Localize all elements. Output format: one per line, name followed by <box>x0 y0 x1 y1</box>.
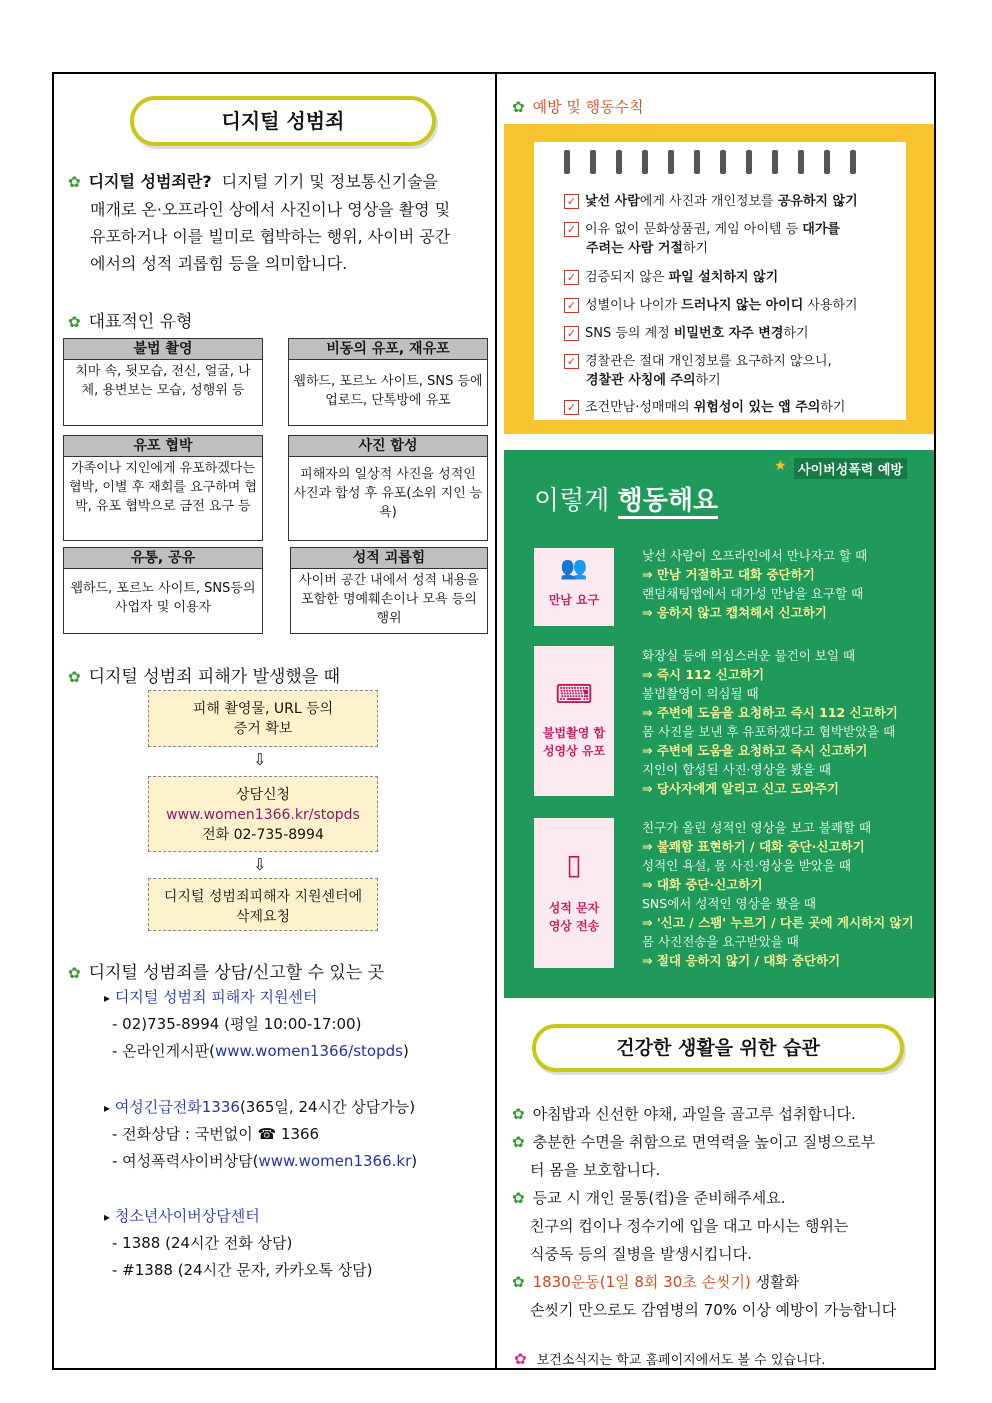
contact-heading-text: 디지털 성범죄를 상담/신고할 수 있는 곳 <box>88 963 385 983</box>
contact-1-line1: - 02)735-8994 (평일 10:00-17:00) <box>112 1015 362 1033</box>
ring-icon <box>564 150 570 174</box>
rule-2-line2-post: 하기 <box>682 241 709 256</box>
type-box-2 <box>288 338 488 426</box>
checkbox-icon: ✓ <box>564 270 579 285</box>
types-heading <box>68 307 193 332</box>
type-title: 유포 협박 <box>64 436 262 457</box>
checkbox-icon: ✓ <box>564 222 579 237</box>
action-panel <box>504 450 934 998</box>
habit-3-line1: 등교 시 개인 물통(컵)을 준비해주세요. <box>532 1189 786 1207</box>
card-meet-text <box>642 546 867 622</box>
rule-4-mid: 사용하기 <box>803 298 858 313</box>
card-meet-label: 만남 요구 <box>548 593 600 607</box>
contact-2-line2-suffix: ) <box>411 1152 418 1170</box>
card-line: ⇒ 주변에 도움을 요청하고 즉시 112 신고하기 <box>642 705 898 720</box>
card-line: ⇒ 주변에 도움을 요청하고 즉시 신고하기 <box>642 743 868 758</box>
ring-icon <box>642 150 648 174</box>
checkbox-icon: ✓ <box>564 400 579 415</box>
type-title: 유통, 공유 <box>64 548 262 569</box>
rule-5-bold: 비밀번호 자주 변경 <box>673 326 784 341</box>
rule-4-pre: 성별이나 나이가 <box>585 298 682 313</box>
contact-2-name: 여성긴급전화1336 <box>114 1098 240 1116</box>
ring-icon <box>720 150 726 174</box>
ring-icon <box>772 150 778 174</box>
keyboard-hand-icon: ⌨ <box>555 680 593 710</box>
habit-4-line2: 손씻기 만으로도 감염병의 70% 이상 예방이 가능합니다 <box>530 1301 897 1319</box>
footer-note-text: 보건소식지는 학교 홈페이지에서도 볼 수 있습니다. <box>536 1353 826 1368</box>
card-line: 친구가 올린 성적인 영상을 보고 불쾌할 때 <box>642 820 872 835</box>
habit-title-text: 건강한 생활을 위한 습관 <box>616 1037 820 1059</box>
flower-bullet-icon: ✿ <box>512 1133 525 1151</box>
contact-2-line1: - 전화상담 : 국번없이 ☎ 1366 <box>112 1125 320 1143</box>
contact-1-name: 디지털 성범죄 피해자 지원센터 <box>114 988 318 1006</box>
victim-heading-text: 디지털 성범죄 피해가 발생했을 때 <box>88 667 341 687</box>
flow-step2-url[interactable]: www.women1366.kr/stopds <box>166 807 360 823</box>
rule-2-bold: 대가를 <box>802 222 840 237</box>
contact-1-line2-suffix: ) <box>402 1042 409 1060</box>
rules-notebook <box>504 124 934 434</box>
flow-step3-line2: 삭제요청 <box>235 909 291 925</box>
habit-1: 아침밥과 신선한 야채, 과일을 골고루 섭취합니다. <box>532 1105 856 1123</box>
type-title: 성적 괴롭힘 <box>291 548 487 569</box>
flower-icon: ✿ <box>514 1350 527 1368</box>
habit-4-highlight: 1830운동(1일 8회 30초 손씻기) <box>532 1273 751 1291</box>
habit-title <box>532 1024 904 1072</box>
card-line: ⇒ 즉시 112 신고하기 <box>642 667 765 682</box>
card-line: 몸 사진을 보낸 후 유포하겠다고 협박받았을 때 <box>642 724 896 739</box>
type-body: 가족이나 지인에게 유포하겠다는 협박, 이별 후 재회를 요구하며 협박, 유포 협박으로 금전 요구 등 <box>68 461 258 514</box>
type-title: 비동의 유포, 재유포 <box>289 339 487 360</box>
notebook-paper <box>534 142 906 420</box>
down-arrow-icon: ⇩ <box>253 855 267 874</box>
card-line: ⇒ 불쾌함 표현하기 / 대화 중단·신고하기 <box>642 839 865 854</box>
definition-line-4: 에서의 성적 괴롭힘 등을 의미합니다. <box>90 254 348 273</box>
card-sexting-label: 성적 문자 영상 전송 <box>548 901 600 933</box>
checkbox-icon: ✓ <box>564 194 579 209</box>
phone-people-icon: 👥 <box>560 556 588 581</box>
rule-5-pre: SNS 등의 계정 <box>585 326 674 341</box>
flower-bullet-icon: ✿ <box>68 313 81 331</box>
flower-bullet-icon: ✿ <box>512 1273 525 1291</box>
ring-icon <box>824 150 830 174</box>
card-illegal-text <box>642 646 898 798</box>
checkbox-icon: ✓ <box>564 354 579 369</box>
rule-1 <box>564 190 914 209</box>
contact-heading <box>68 958 384 983</box>
contact-1-title <box>104 986 318 1007</box>
rule-1-bold: 낯선 사람 <box>585 194 640 209</box>
flow-step-evidence <box>148 690 378 747</box>
type-body: 치마 속, 뒷모습, 전신, 얼굴, 나체, 용변보는 모습, 성행위 등 <box>75 364 251 398</box>
title-text: 디지털 성범죄 <box>221 109 345 133</box>
action-title-light: 이렇게 <box>534 486 610 516</box>
flow-step-counsel <box>148 776 378 852</box>
card-line: 성적인 욕설, 몸 사진·영상을 받았을 때 <box>642 858 851 873</box>
rule-6-line2-post: 하기 <box>695 373 721 388</box>
triangle-bullet-icon: ▸ <box>104 1210 111 1224</box>
card-illegal-icon-box <box>534 646 614 796</box>
rule-2 <box>564 218 914 256</box>
card-line: ⇒ 응하지 않고 캡쳐해서 신고하기 <box>642 605 827 620</box>
type-box-6 <box>290 547 488 634</box>
prevention-heading-text: 예방 및 행동수칙 <box>532 98 644 116</box>
contact-3-line2: - #1388 (24시간 문자, 카카오톡 상담) <box>112 1261 373 1279</box>
card-line: ⇒ 당사자에게 알리고 신고 도와주기 <box>642 781 839 796</box>
rule-4-bold: 드러나지 않는 아이디 <box>681 298 804 313</box>
type-title: 사진 합성 <box>289 436 487 457</box>
flower-bullet-icon: ✿ <box>512 1189 525 1207</box>
contact-1-url[interactable]: www.women1366/stopds <box>214 1042 403 1060</box>
card-sexting-text <box>642 818 914 970</box>
ring-icon <box>798 150 804 174</box>
flow-step1-line2: 증거 확보 <box>233 721 293 737</box>
card-line: 낯선 사람이 오프라인에서 만나자고 할 때 <box>642 548 868 563</box>
prevention-heading <box>512 96 644 117</box>
ring-icon <box>850 150 856 174</box>
triangle-bullet-icon: ▸ <box>104 1101 111 1115</box>
flower-bullet-icon: ✿ <box>68 173 81 191</box>
ring-icon <box>590 150 596 174</box>
card-line: 랜덤채팅앱에서 대가성 만남을 요구할 때 <box>642 586 864 601</box>
contact-2-title <box>104 1096 415 1117</box>
flow-step1-line1: 피해 촬영물, URL 등의 <box>192 701 334 717</box>
police-badge-icon: ★ <box>774 458 787 474</box>
type-box-3 <box>63 435 263 541</box>
flower-bullet-icon: ✿ <box>512 1105 525 1123</box>
rule-4 <box>564 294 914 313</box>
rule-6 <box>564 350 914 388</box>
flower-bullet-icon: ✿ <box>68 668 81 686</box>
type-body: 피해자의 일상적 사진을 성적인 사진과 합성 후 유포(소위 지인 능욕) <box>293 467 483 520</box>
type-body: 사이버 공간 내에서 성적 내용을 포함한 명예훼손이나 모욕 등의 행위 <box>299 573 479 626</box>
digital-crime-title <box>130 96 436 146</box>
habit-2-line2: 터 몸을 보호합니다. <box>530 1161 661 1179</box>
ring-icon <box>694 150 700 174</box>
definition-lead: 디지털 성범죄란? <box>88 172 212 191</box>
brand-label: 사이버성폭력 예방 <box>794 458 907 479</box>
rule-7-mid: 하기 <box>820 400 846 415</box>
type-title: 불법 촬영 <box>64 339 262 360</box>
rule-1-mid: 에게 사진과 개인정보를 <box>639 194 778 209</box>
habit-3-line2: 친구의 컵이나 정수기에 입을 대고 마시는 행위는 <box>530 1217 849 1235</box>
card-line: ⇒ 대화 중단·신고하기 <box>642 877 763 892</box>
flow-step2-title: 상담신청 <box>235 787 291 803</box>
card-line: 몸 사진전송을 요구받았을 때 <box>642 934 799 949</box>
contact-3-name: 청소년사이버상담센터 <box>114 1207 260 1225</box>
contact-2-line2 <box>112 1150 417 1171</box>
type-box-4 <box>288 435 488 541</box>
type-box-1 <box>63 338 263 426</box>
checkbox-icon: ✓ <box>564 326 579 341</box>
card-line: 화장실 등에 의심스러운 물건이 보일 때 <box>642 648 856 663</box>
definition-line-3: 유포하거나 이를 빌미로 협박하는 행위, 사이버 공간 <box>90 227 451 246</box>
rule-2-pre: 이유 없이 문화상품권, 게임 아이템 등 <box>585 222 803 237</box>
contact-2-url[interactable]: www.women1366.kr <box>258 1152 412 1170</box>
flower-bullet-icon: ✿ <box>68 964 81 982</box>
definition-line-1: 디지털 기기 및 정보통신기술을 <box>221 172 438 191</box>
type-box-5 <box>63 547 263 634</box>
card-line: ⇒ '신고 / 스팸' 누르기 / 다른 곳에 게시하지 않기 <box>642 915 914 930</box>
down-arrow-icon: ⇩ <box>253 750 267 769</box>
card-line: 불법촬영이 의심될 때 <box>642 686 759 701</box>
column-divider <box>495 72 497 1370</box>
rule-5 <box>564 322 914 341</box>
rule-7 <box>564 396 914 415</box>
victim-heading <box>68 662 340 687</box>
definition-line-2: 매개로 온·오프라인 상에서 사진이나 영상을 촬영 및 <box>90 200 451 219</box>
habit-3-line3: 식중독 등의 질병을 발생시킵니다. <box>530 1245 752 1263</box>
ring-icon <box>668 150 674 174</box>
footer-note <box>514 1349 825 1368</box>
card-line: ⇒ 절대 응하지 않기 / 대화 중단하기 <box>642 953 841 968</box>
action-title <box>534 480 718 517</box>
rule-5-mid: 하기 <box>783 326 809 341</box>
ring-icon <box>746 150 752 174</box>
type-body: 웹하드, 포르노 사이트, SNS등의 사업자 및 이용자 <box>70 581 256 615</box>
triangle-bullet-icon: ▸ <box>104 991 111 1005</box>
rule-3-pre: 검증되지 않은 <box>585 270 669 285</box>
card-meet-icon-box <box>534 548 614 626</box>
contact-3-line1: - 1388 (24시간 전화 상담) <box>112 1234 293 1252</box>
tablet-touch-icon: ▯ <box>566 848 582 881</box>
rule-1-bold2: 공유하지 않기 <box>777 194 858 209</box>
card-line: SNS에서 성적인 영상을 봤을 때 <box>642 896 816 911</box>
contact-2-line2-prefix: - 여성폭력사이버상담( <box>112 1152 259 1170</box>
card-line: ⇒ 만남 거절하고 대화 중단하기 <box>642 567 815 582</box>
type-body: 웹하드, 포르노 사이트, SNS 등에 업로드, 단톡방에 유포 <box>293 374 483 408</box>
contact-1-line2-prefix: - 온라인게시판( <box>112 1042 215 1060</box>
habit-list <box>512 1100 922 1324</box>
card-illegal-label: 불법촬영 합성영상 유포 <box>542 726 606 758</box>
card-sexting-icon-box <box>534 818 614 968</box>
rule-2-line2-bold: 주려는 사람 거절 <box>586 241 683 256</box>
rule-7-bold: 위험성이 있는 앱 주의 <box>693 400 821 415</box>
habit-2-line1: 충분한 수면을 취함으로 면역력을 높이고 질병으로부 <box>532 1133 876 1151</box>
rule-3 <box>564 266 914 285</box>
habit-4-tail: 생활화 <box>750 1273 800 1291</box>
flow-step-delete <box>148 878 378 931</box>
rule-6-pre: 경찰관은 절대 개인정보를 요구하지 않으니, <box>585 354 832 369</box>
rule-6-line2-bold: 경찰관 사칭에 주의 <box>586 373 696 388</box>
contact-3-title <box>104 1205 260 1226</box>
checkbox-icon: ✓ <box>564 298 579 313</box>
action-title-bold: 행동해요 <box>618 486 718 519</box>
definition-block <box>68 168 488 277</box>
types-heading-text: 대표적인 유형 <box>88 312 193 332</box>
ring-icon <box>616 150 622 174</box>
card-line: 지인이 합성된 사진·영상을 봤을 때 <box>642 762 831 777</box>
rule-3-bold: 파일 설치하지 않기 <box>668 270 779 285</box>
flow-step3-line1: 디지털 성범죄피해자 지원센터에 <box>163 889 363 905</box>
flow-step2-phone: 전화 02-735-8994 <box>202 827 324 843</box>
contact-2-tail: (365일, 24시간 상담가능) <box>239 1098 416 1116</box>
rule-7-pre: 조건만남·성매매의 <box>585 400 694 415</box>
contact-1-line2 <box>112 1040 409 1061</box>
flower-bullet-icon: ✿ <box>512 98 525 116</box>
